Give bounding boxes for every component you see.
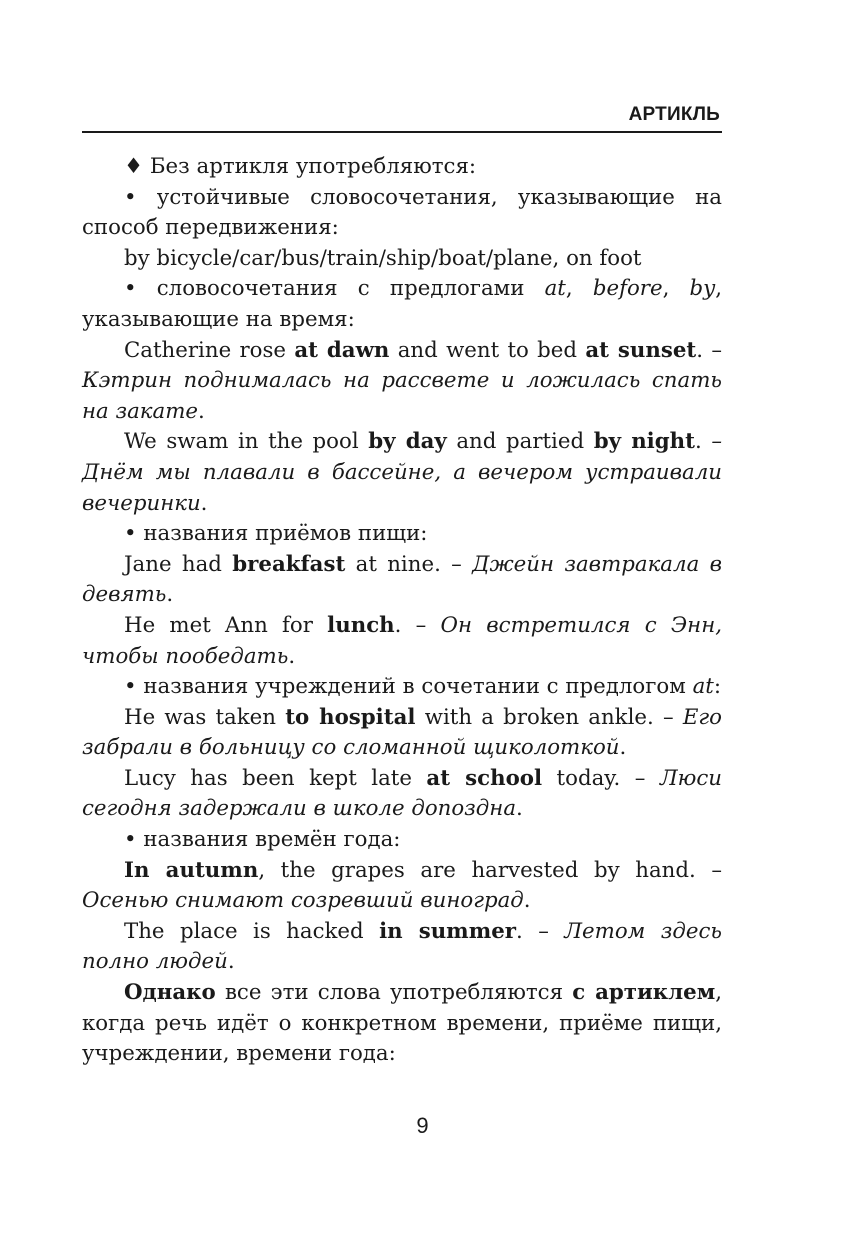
text-run: . — [166, 582, 174, 608]
paragraph-transport-example — [82, 244, 722, 275]
bold-run: in summer — [379, 918, 517, 944]
text-run: Catherine rose — [124, 337, 295, 363]
text-run: , указывающие на время: — [82, 276, 722, 332]
text-run: • названия времён года: — [124, 827, 401, 853]
text-run: , когда речь идёт о конкретном времени, приёме пищи, учреждении, времени года: — [82, 980, 722, 1067]
italic-run: Люси сегодня задержали в школе допоздна — [82, 765, 722, 822]
paragraph-example-dawn — [82, 336, 722, 428]
bold-run: breakfast — [232, 551, 346, 577]
paragraph-seasons-rule — [82, 825, 722, 856]
text-run: , the grapes are harvested by hand. – — [258, 857, 723, 883]
bold-run: at sunset — [585, 337, 697, 363]
bold-run: с артиклем — [572, 980, 716, 1006]
header-divider — [82, 131, 722, 133]
italic-run: Кэтрин поднималась на рассвете и ложилась спать на закате — [82, 368, 722, 424]
paragraph-intro — [82, 152, 722, 183]
bold-run: lunch — [327, 612, 395, 638]
italic-run: at — [544, 276, 566, 302]
paragraph-transport-rule — [82, 183, 722, 244]
paragraph-example-autumn — [82, 856, 722, 917]
chapter-title: АРТИКЛЬ — [628, 104, 720, 125]
text-run: . — [288, 643, 296, 669]
text-run: : — [713, 674, 722, 700]
bold-run: In autumn — [124, 857, 259, 883]
text-run: . — [523, 888, 531, 914]
italic-run: by — [689, 276, 716, 302]
bold-run: by night — [593, 429, 695, 455]
text-run: . — [227, 949, 235, 975]
text-run: • названия приёмов пищи: — [124, 521, 428, 547]
text-run: . — [619, 735, 627, 761]
text-run: and went to bed — [389, 337, 586, 363]
text-run: Jane had — [124, 551, 233, 577]
page-number: 9 — [416, 1113, 429, 1138]
paragraph-however — [82, 978, 722, 1070]
text-run: . — [198, 398, 205, 424]
text-run: , — [662, 276, 690, 302]
text-run: , — [565, 276, 593, 302]
italic-run: at — [692, 674, 714, 700]
text-run: . — [694, 429, 712, 455]
italic-run: Летом здесь полно людей — [82, 918, 722, 975]
italic-run: Он встретился с Энн, чтобы пообедать — [82, 612, 722, 669]
paragraph-example-summer — [82, 917, 722, 978]
text-run: at nine. – — [345, 551, 473, 577]
paragraph-institutions-rule — [82, 672, 722, 703]
text-run: . — [516, 796, 523, 822]
bold-run: at school — [426, 765, 543, 791]
paragraph-example-lunch — [82, 611, 722, 672]
text-run: We swam in the pool — [124, 429, 369, 455]
bold-run: Однако — [124, 980, 216, 1006]
paragraph-meals-rule — [82, 519, 722, 550]
text-run: • устойчивые словосочетания, указывающие на способ передвижения: — [82, 184, 722, 241]
text-run: He was taken — [124, 704, 286, 730]
bold-run: by day — [368, 429, 447, 455]
bold-run: at dawn — [294, 337, 390, 363]
text-run: The place is hacked — [124, 918, 380, 944]
italic-run: – Днём мы плавали в бассейне, а вечером устраивали вечеринки — [82, 429, 722, 516]
text-run: with a broken ankle. – — [415, 704, 683, 730]
text-run: • названия учреждений в сочетании с предлогом — [124, 674, 693, 700]
paragraph-time-rule — [82, 274, 722, 335]
paragraph-example-school — [82, 764, 722, 825]
text-run: ♦ Без артикля употребляются: — [124, 154, 477, 179]
italic-run: Его забрали в больницу со сломанной щиколоткой — [82, 704, 723, 761]
text-run: Lucy has been kept late — [124, 765, 427, 791]
text-run: by bicycle/car/bus/train/ship/boat/plane, on foot — [124, 245, 642, 271]
bold-run: to hospital — [285, 704, 416, 730]
text-run: . — [200, 490, 208, 516]
text-run: . – — [516, 918, 565, 944]
text-run: . – — [696, 337, 722, 363]
paragraph-example-hospital — [82, 703, 722, 764]
text-run: все эти слова употребляются — [215, 980, 573, 1006]
text-run: . – — [394, 612, 441, 638]
text-run: • словосочетания с предлогами — [124, 276, 545, 302]
paragraph-example-breakfast — [82, 550, 722, 611]
text-run: He met Ann for — [124, 612, 328, 638]
page-body — [82, 152, 722, 1070]
italic-run: Осенью снимают созревший виноград — [82, 888, 524, 914]
paragraph-example-day — [82, 427, 722, 519]
italic-run: before — [592, 276, 663, 302]
text-run: today. – — [542, 765, 660, 791]
text-run: and partied — [446, 429, 594, 455]
running-header — [82, 100, 722, 130]
italic-run: Джейн завтракала в девять — [82, 551, 722, 608]
